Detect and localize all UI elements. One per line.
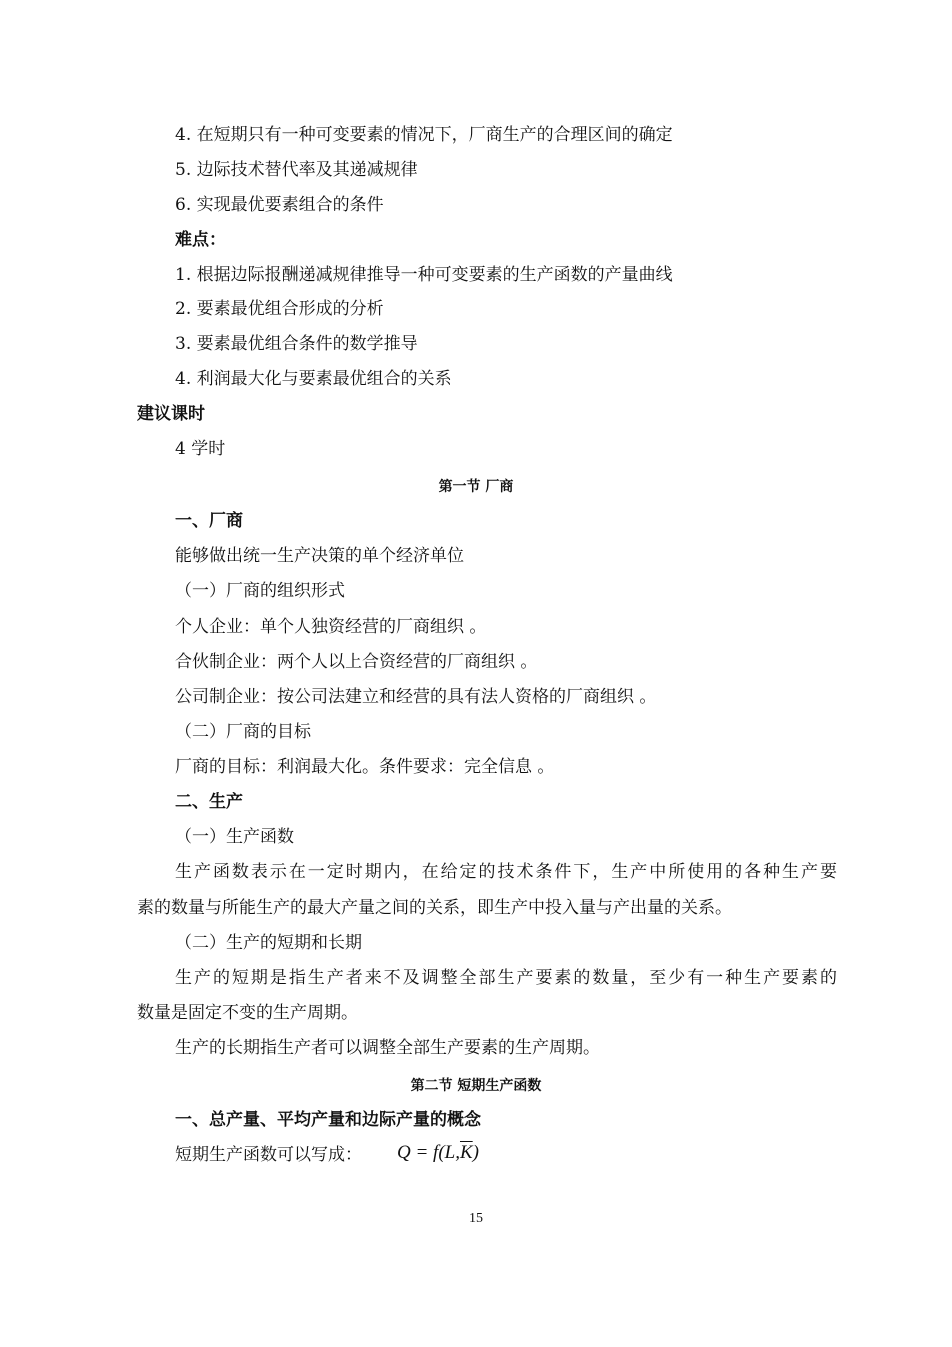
production-function-equation bbox=[397, 1142, 479, 1164]
sole-proprietorship: 个人企业：单个人独资经营的厂商组织 。 bbox=[175, 617, 487, 637]
suggested-hours: 4 学时 bbox=[175, 439, 226, 459]
key-point-4: 4. 在短期只有一种可变要素的情况下，厂商生产的合理区间的确定 bbox=[175, 125, 673, 145]
section1-heading-firm: 一、厂商 bbox=[175, 511, 243, 531]
production-function-subheading: （一）生产函数 bbox=[175, 827, 294, 847]
page-number: 15 bbox=[469, 1211, 483, 1226]
firm-definition: 能够做出统一生产决策的单个经济单位 bbox=[175, 546, 464, 566]
equation-q: Q bbox=[397, 1142, 411, 1163]
corporation: 公司制企业：按公司法建立和经营的具有法人资格的厂商组织 。 bbox=[175, 687, 657, 707]
short-long-run-subheading: （二）生产的短期和长期 bbox=[175, 933, 362, 953]
suggested-hours-label: 建议课时 bbox=[137, 404, 205, 424]
equation-end: ) bbox=[472, 1142, 479, 1163]
difficulties-label: 难点： bbox=[175, 230, 226, 250]
equation-middle: = f(L, bbox=[410, 1142, 460, 1163]
section1-title: 第一节 厂商 bbox=[438, 479, 514, 495]
firm-goal: 厂商的目标：利润最大化。条件要求：完全信息 。 bbox=[175, 757, 555, 777]
difficulty-2: 2. 要素最优组合形成的分析 bbox=[175, 299, 384, 319]
equation-k-bar: $\overline{K}$ bbox=[459, 1142, 473, 1163]
production-function-text-line2: 素的数量与所能生产的最大产量之间的关系，即生产中投入量与产出量的关系。 bbox=[137, 898, 732, 918]
section1-heading-production: 二、生产 bbox=[175, 792, 243, 812]
partnership: 合伙制企业：两个人以上合资经营的厂商组织 。 bbox=[175, 652, 538, 672]
difficulty-1: 1. 根据边际报酬递减规律推导一种可变要素的生产函数的产量曲线 bbox=[175, 265, 673, 285]
firm-goal-subheading: （二）厂商的目标 bbox=[175, 722, 311, 742]
section2-title: 第二节 短期生产函数 bbox=[410, 1078, 542, 1094]
key-point-5: 5. 边际技术替代率及其递减规律 bbox=[175, 160, 418, 180]
difficulty-4: 4. 利润最大化与要素最优组合的关系 bbox=[175, 369, 452, 389]
key-point-6: 6. 实现最优要素组合的条件 bbox=[175, 195, 384, 215]
section2-heading: 一、总产量、平均产量和边际产量的概念 bbox=[175, 1110, 481, 1130]
production-function-text-line1: 生产函数表示在一定时期内，在给定的技术条件下，生产中所使用的各种生产要 bbox=[175, 862, 837, 882]
short-run-text-line2: 数量是固定不变的生产周期。 bbox=[137, 1003, 358, 1023]
firm-org-forms-subheading: （一）厂商的组织形式 bbox=[175, 581, 345, 601]
difficulty-3: 3. 要素最优组合条件的数学推导 bbox=[175, 334, 418, 354]
short-run-function-intro: 短期生产函数可以写成： bbox=[175, 1145, 362, 1165]
short-run-text-line1: 生产的短期是指生产者来不及调整全部生产要素的数量，至少有一种生产要素的 bbox=[175, 968, 837, 988]
long-run-text: 生产的长期指生产者可以调整全部生产要素的生产周期。 bbox=[175, 1038, 600, 1058]
